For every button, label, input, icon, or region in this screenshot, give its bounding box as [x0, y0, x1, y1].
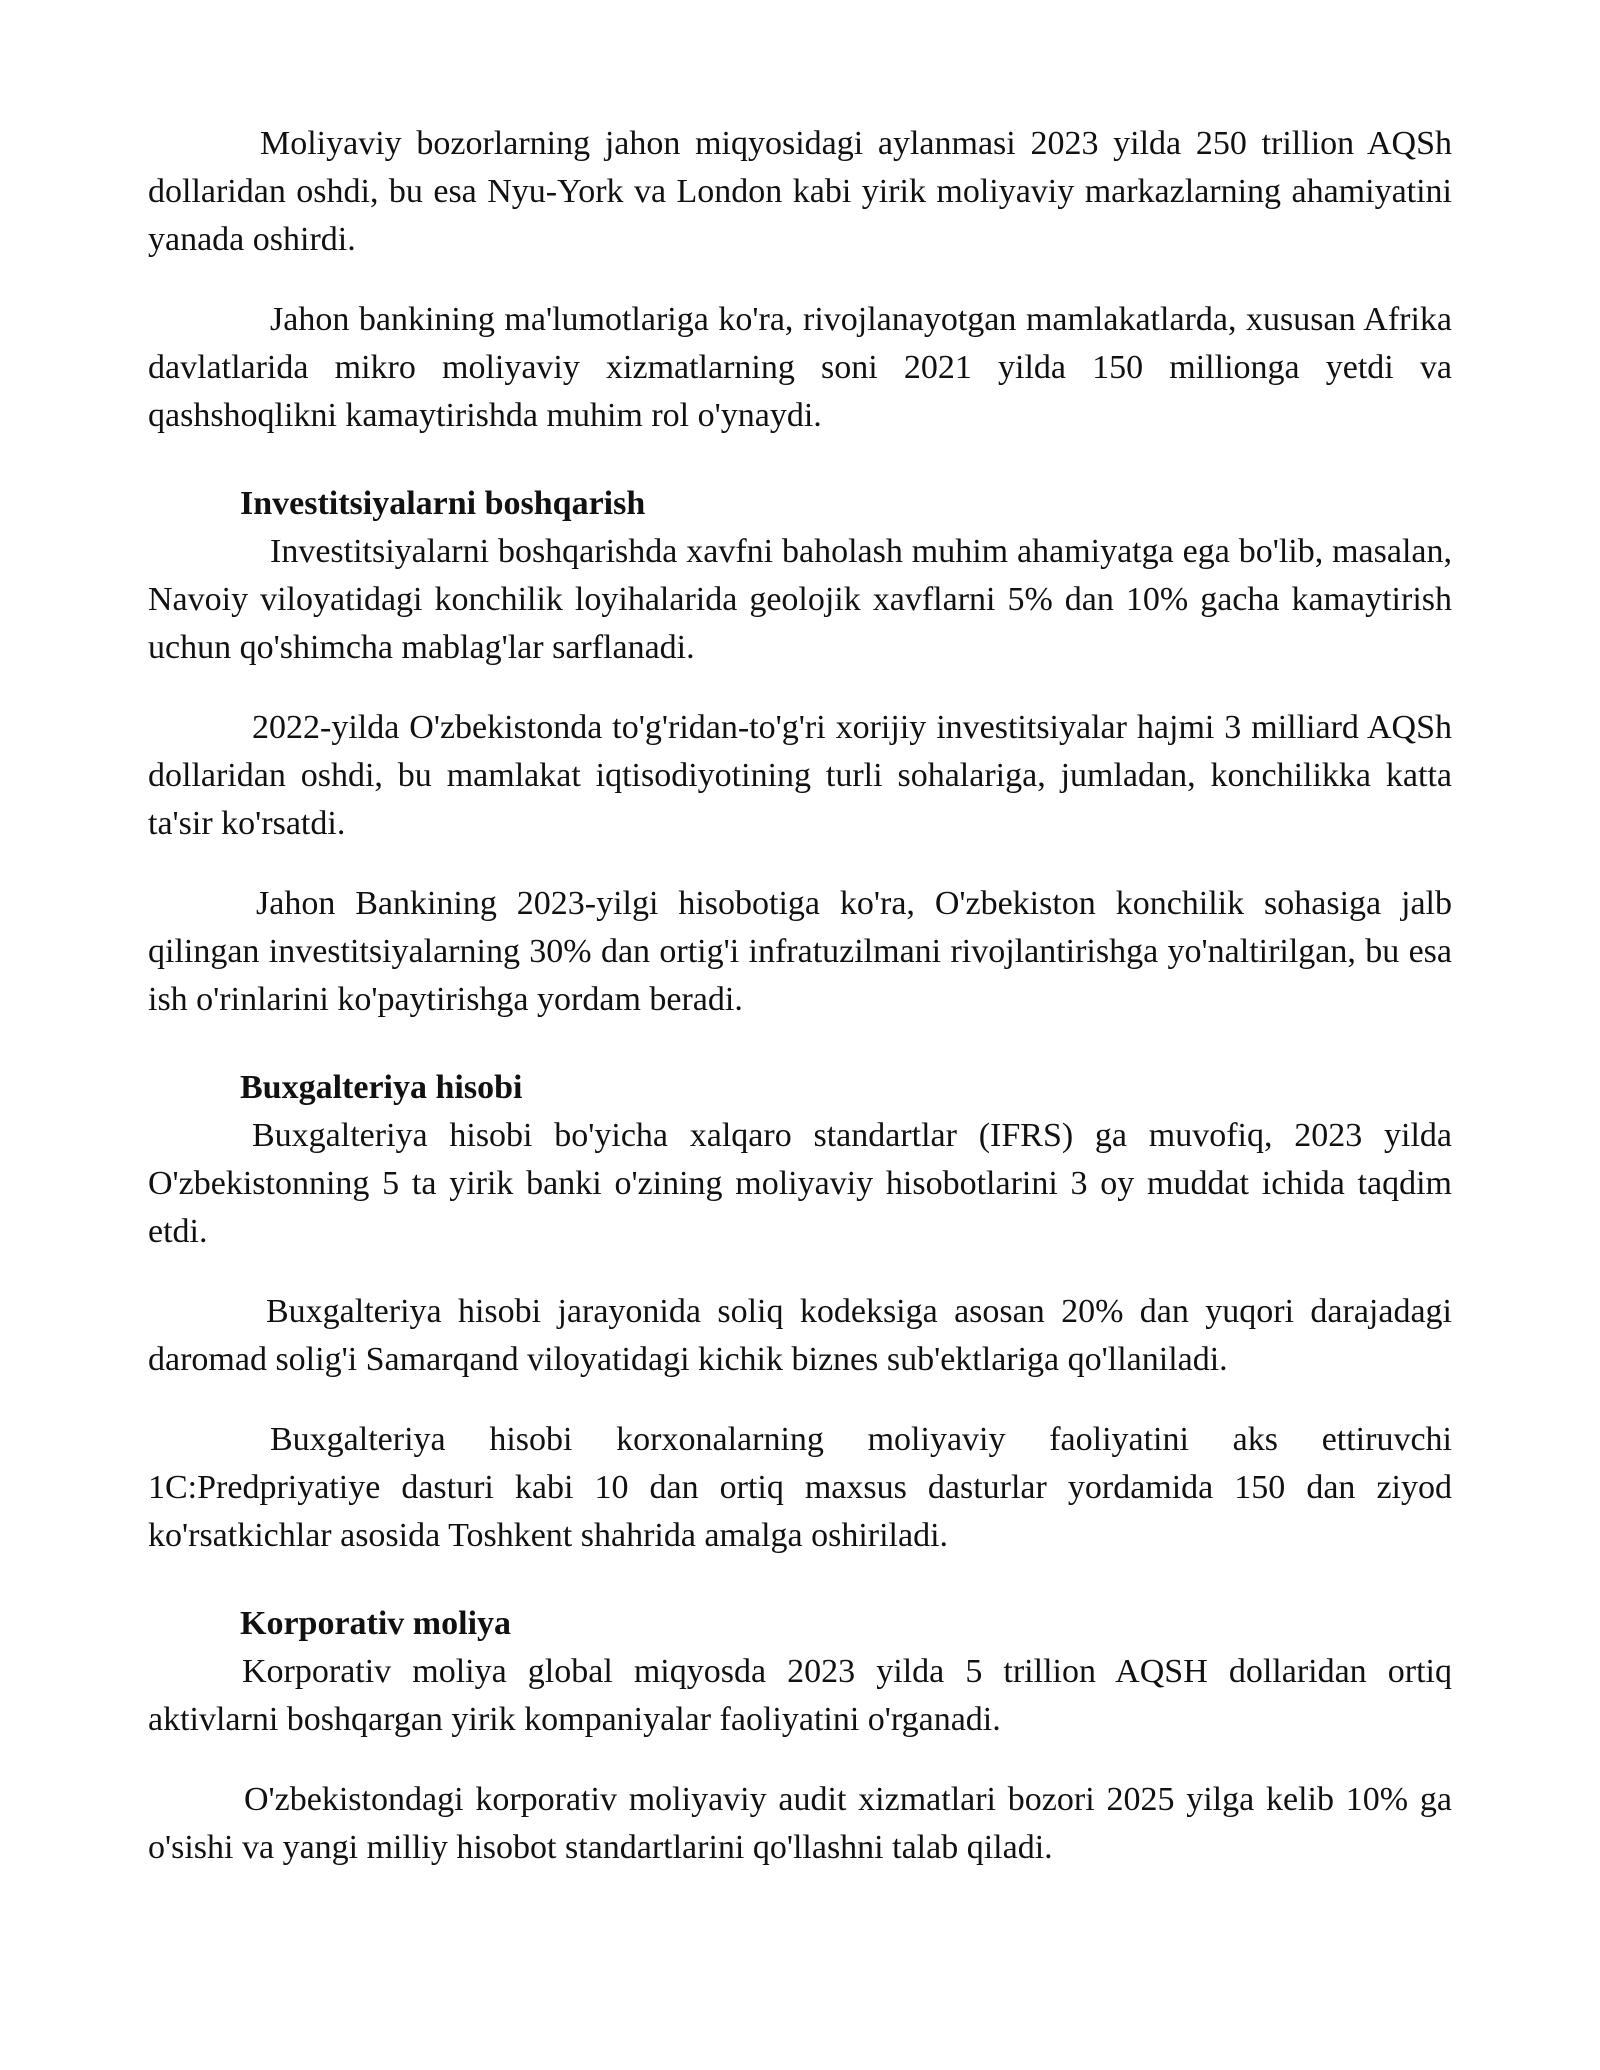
investments-paragraph-3: Jahon Bankining 2023-yilgi hisobotiga ko'ra, O'zbekiston konchilik sohasiga jalb qilingan investitsiyalarning 30% dan ortig'i infratuzilmani rivojlantirishga yo'naltirilgan, bu esa ish o'rinlarini ko'paytirishga yordam beradi. — [148, 885, 1452, 1018]
accounting-paragraph-1: Buxgalteriya hisobi bo'yicha xalqaro standartlar (IFRS) ga muvofiq, 2023 yilda O'zbekistonning 5 ta yirik banki o'zining moliyaviy hisobotlarini 3 oy muddat ichida taqdim etdi. — [148, 1117, 1452, 1250]
section-heading-accounting: Buxgalteriya hisobi — [240, 1069, 523, 1106]
intro-paragraph-2: Jahon bankining ma'lumotlariga ko'ra, rivojlanayotgan mamlakatlarda, xususan Afrika davlatlarida mikro moliyaviy xizmatlarning soni 2021 yilda 150 millionga yetdi va qashshoqlikni kamaytirishda muhim rol o'ynaydi. — [148, 301, 1452, 434]
document-body — [148, 120, 1452, 1904]
intro-paragraph-1: Moliyaviy bozorlarning jahon miqyosidagi aylanmasi 2023 yilda 250 trillion AQSh dollaridan oshdi, bu esa Nyu-York va London kabi yirik moliyaviy markazlarning ahamiyatini yanada oshirdi. — [148, 125, 1452, 258]
section-heading-investments: Investitsiyalarni boshqarish — [240, 485, 646, 522]
accounting-paragraph-2: Buxgalteriya hisobi jarayonida soliq kodeksiga asosan 20% dan yuqori darajadagi daromad solig'i Samarqand viloyatidagi kichik biznes sub'ektlariga qo'llaniladi. — [148, 1293, 1452, 1378]
corporate-paragraph-1: Korporativ moliya global miqyosda 2023 yilda 5 trillion AQSH dollaridan ortiq aktivlarni boshqargan yirik kompaniyalar faoliyatini o'rganadi. — [148, 1653, 1452, 1738]
section-heading-corporate: Korporativ moliya — [240, 1605, 512, 1642]
corporate-paragraph-2: O'zbekistondagi korporativ moliyaviy audit xizmatlari bozori 2025 yilga kelib 10% ga o'sishi va yangi milliy hisobot standartlarini qo'llashni talab qiladi. — [148, 1781, 1452, 1866]
investments-paragraph-2: 2022-yilda O'zbekistonda to'g'ridan-to'g'ri xorijiy investitsiyalar hajmi 3 milliard AQSh dollaridan oshdi, bu mamlakat iqtisodiyotining turli sohalariga, jumladan, konchilikka katta ta'sir ko'rsatdi. — [148, 709, 1452, 842]
accounting-paragraph-3: Buxgalteriya hisobi korxonalarning moliyaviy faoliyatini aks ettiruvchi 1C:Predpriyatiye dasturi kabi 10 dan ortiq maxsus dasturlar yordamida 150 dan ziyod ko'rsatkichlar asosida Toshkent shahrida amalga oshiriladi. — [148, 1421, 1452, 1554]
investments-paragraph-1: Investitsiyalarni boshqarishda xavfni baholash muhim ahamiyatga ega bo'lib, masalan, Navoiy viloyatidagi konchilik loyihalarida geolojik xavflarni 5% dan 10% gacha kamaytirish uchun qo'shimcha mablag'lar sarflanadi. — [148, 533, 1452, 666]
